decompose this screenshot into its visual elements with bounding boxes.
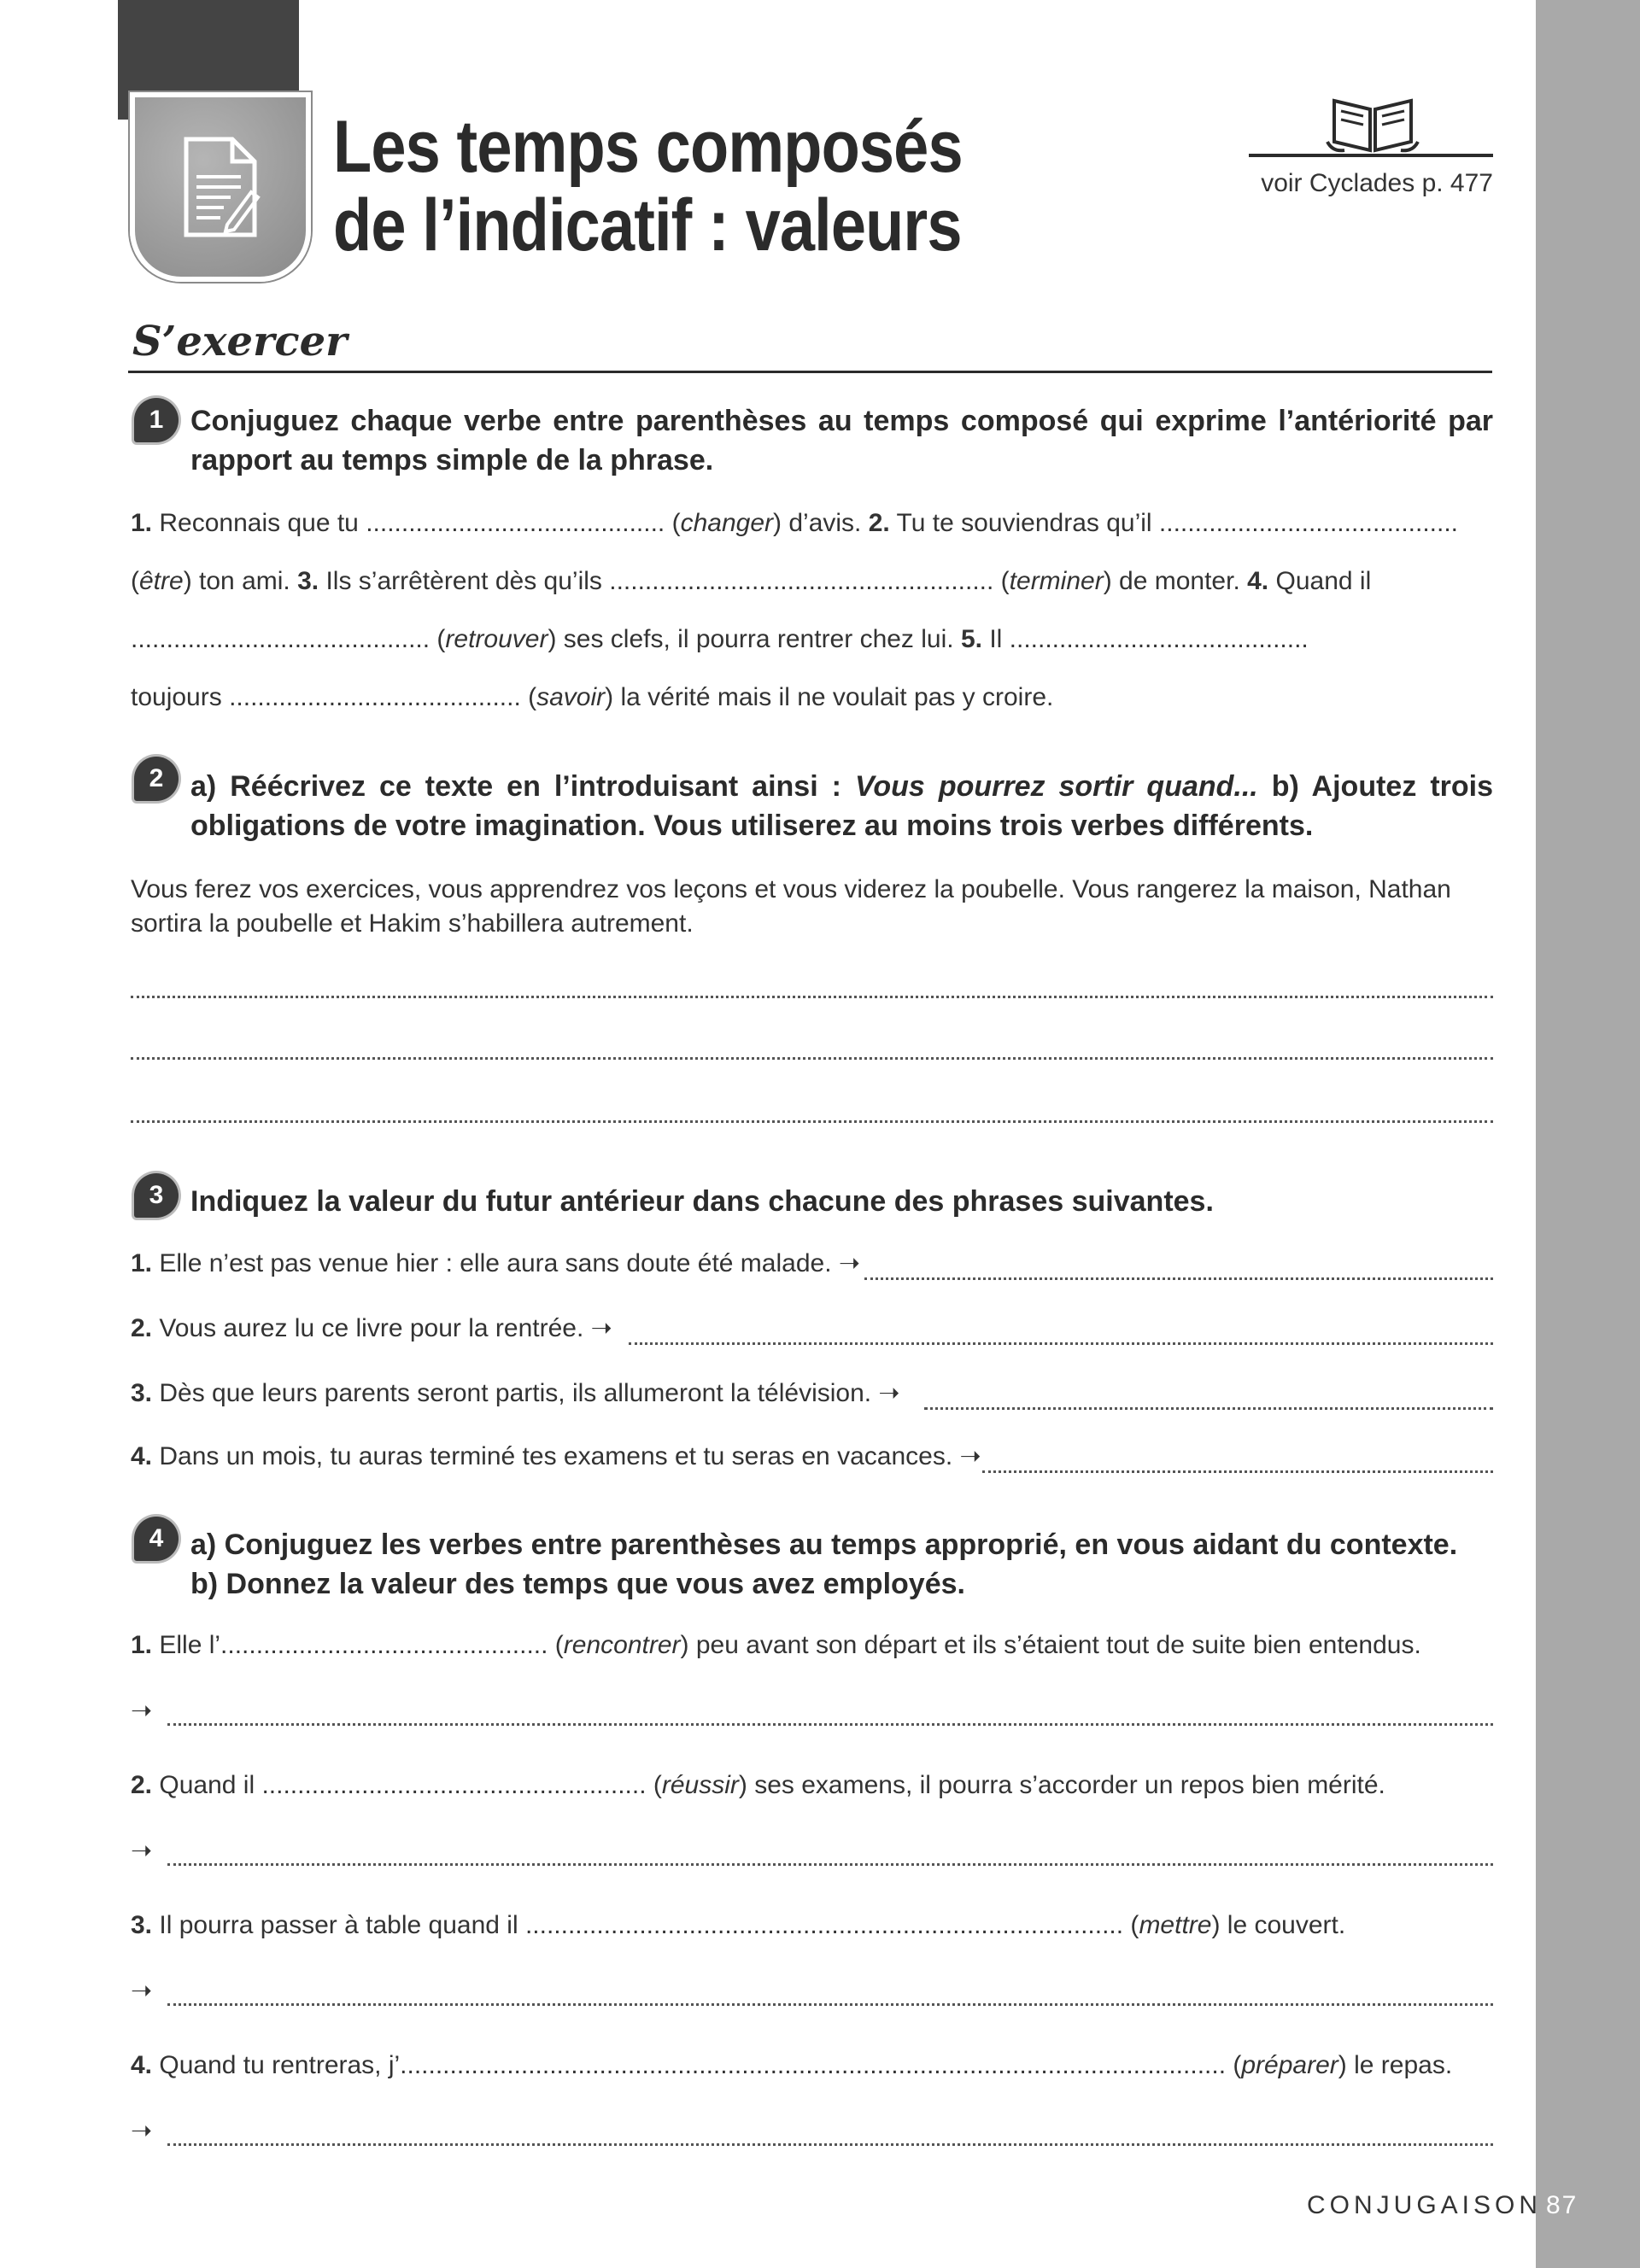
instruction-italic: Vous pourrez sortir quand... (854, 770, 1258, 803)
reading-book-icon (1326, 91, 1420, 159)
sentence-text: ( (131, 567, 139, 595)
section-heading: S’exercer (132, 318, 348, 365)
sentence-text: Elle n’est pas venue hier : elle aura sans doute été malade. ➝ (152, 1249, 861, 1277)
sentence-text: ) ses examens, il pourra s’accorder un repos bien mérité. (738, 1771, 1385, 1799)
exercise-3-item (131, 1313, 1493, 1343)
verb-hint: préparer (1241, 2051, 1338, 2079)
answer-line[interactable] (167, 2003, 1493, 2006)
answer-blank[interactable]: .......................................... ( (131, 625, 446, 653)
arrow-icon: ➝ (131, 2117, 153, 2145)
item-number: 5. (960, 625, 982, 653)
exercise-1-instruction: Conjuguez chaque verbe entre parenthèses au temps composé qui exprime l’antériorité par rapport au temps simple de la phrase. (190, 405, 1493, 476)
value-answer-row (131, 1836, 1493, 1866)
exercise-3-instruction: Indiquez la valeur du futur antérieur dans chacune des phrases suivantes. (190, 1185, 1214, 1218)
reference-text: voir Cyclades p. 477 (1261, 169, 1493, 197)
item-number: 2. (868, 509, 890, 537)
verb-hint: réussir (661, 1771, 739, 1799)
answer-line[interactable] (864, 1277, 1493, 1280)
sentence-text: ) de monter. (1103, 567, 1248, 595)
answer-line[interactable] (131, 1120, 1493, 1123)
item-number: 1. (131, 1631, 153, 1659)
exercise-1-line-2 (131, 567, 1493, 596)
page-number: 87 (1546, 2191, 1578, 2219)
answer-line[interactable] (131, 996, 1493, 998)
exercise-1-line-3 (131, 625, 1493, 654)
sentence-text: ) le repas. (1338, 2051, 1453, 2079)
instruction-part-a: a) Conjuguez les verbes entre parenthèses au temps approprié, en vous aidant du contexte. (190, 1529, 1458, 1561)
value-answer-row (131, 1976, 1493, 2006)
verb-hint: changer (680, 509, 774, 537)
arrow-icon: ➝ (131, 1977, 153, 2005)
answer-blank[interactable]: Ils s’arrêtèrent dès qu’ils ...................................................... ( (319, 567, 1010, 595)
exercise-number-badge: 2 (134, 757, 179, 801)
item-number: 1. (131, 1249, 153, 1277)
instruction-part-a: a) Réécrivez ce texte en l’introduisant ainsi : (190, 770, 855, 803)
item-number: 3. (131, 1379, 153, 1407)
item-number: 2. (131, 1771, 153, 1799)
footer-section-label: CONJUGAISON (1307, 2191, 1543, 2219)
answer-blank[interactable]: Il pourra passer à table quand il .................................................................................... ( (152, 1911, 1139, 1939)
answer-line[interactable] (167, 2143, 1493, 2146)
value-answer-row (131, 2116, 1493, 2146)
item-number: 3. (131, 1911, 153, 1939)
right-margin-bar (1536, 0, 1640, 2268)
exercise-2-source-text: Vous ferez vos exercices, vous apprendrez vos leçons et vous viderez la poubelle. Vous rangerez la maison, Nathan sortira la poubelle et Hakim s’habillera autrement. (131, 875, 1451, 938)
verb-hint: rencontrer (563, 1631, 681, 1659)
sentence-text: ) ses clefs, il pourra rentrer chez lui. (548, 625, 961, 653)
item-number: 4. (1247, 567, 1269, 595)
answer-line[interactable] (167, 1723, 1493, 1726)
sentence-text: ) ton ami. (183, 567, 298, 595)
exercise-number-badge: 3 (134, 1173, 179, 1218)
sentence-text: Quand il (1268, 567, 1372, 595)
verb-hint: savoir (536, 683, 606, 711)
exercise-4-item (131, 1911, 1493, 1940)
page-title (333, 108, 963, 265)
item-number: 1. (131, 509, 153, 537)
exercise-4-item (131, 1771, 1493, 1800)
answer-line[interactable] (982, 1470, 1493, 1473)
exercise-1-line-4 (131, 683, 1493, 712)
section-rule (128, 371, 1492, 373)
item-number: 3. (297, 567, 319, 595)
exercise-number-badge: 1 (134, 398, 179, 442)
item-number: 2. (131, 1314, 153, 1342)
answer-line[interactable] (131, 1057, 1493, 1060)
reference-rule (1249, 154, 1493, 157)
answer-blank[interactable]: Quand il ...................................................... ( (152, 1771, 662, 1799)
item-number: 4. (131, 1442, 153, 1470)
title-line-1: Les temps composés (333, 106, 963, 188)
sentence-text: ) la vérité mais il ne voulait pas y croire. (605, 683, 1054, 711)
answer-line[interactable] (629, 1342, 1493, 1345)
arrow-icon: ➝ (131, 1697, 153, 1725)
exercise-2-instruction (190, 767, 1493, 845)
sentence-text: Dès que leurs parents seront partis, ils allumeront la télévision. ➝ (152, 1379, 900, 1407)
reference-box (1249, 154, 1493, 198)
sentence-text: Vous aurez lu ce livre pour la rentrée. ➝ (152, 1314, 612, 1342)
title-line-2: de l’indicatif : valeurs (333, 184, 962, 266)
exercise-1-line-1 (131, 509, 1493, 538)
sentence-text: ) d’avis. (773, 509, 869, 537)
answer-blank[interactable]: Il .......................................... (982, 625, 1309, 653)
exercise-number-badge: 4 (134, 1517, 179, 1561)
verb-hint: terminer (1009, 567, 1104, 595)
arrow-icon: ➝ (131, 1837, 153, 1865)
answer-line[interactable] (167, 1863, 1493, 1866)
sentence-text: Dans un mois, tu auras terminé tes examens et tu seras en vacances. ➝ (152, 1442, 981, 1470)
exercise-4-item (131, 1631, 1493, 1660)
exercise-3-item (131, 1378, 1493, 1408)
exercise-4-instruction (190, 1525, 1493, 1604)
instruction-part-b: b) Ajoutez trois obligations de votre imagination. Vous utiliserez au moins trois verbes différents. (190, 770, 1493, 842)
exercise-4-item (131, 2051, 1493, 2080)
instruction-part-b: b) Donnez la valeur des temps que vous avez employés. (190, 1568, 965, 1600)
verb-hint: mettre (1139, 1911, 1212, 1939)
exercise-3-item (131, 1441, 1493, 1471)
sentence-text: ) peu avant son départ et ils s’étaient tout de suite bien entendus. (680, 1631, 1421, 1659)
answer-blank[interactable]: Quand tu rentreras, j’.................................................................................................................... ( (152, 2051, 1242, 2079)
verb-hint: être (139, 567, 184, 595)
document-pencil-icon (130, 92, 311, 282)
exercise-3-item (131, 1248, 1493, 1278)
value-answer-row (131, 1696, 1493, 1726)
answer-blank[interactable]: Elle l’.............................................. ( (152, 1631, 564, 1659)
answer-blank[interactable]: toujours ......................................... ( (131, 683, 537, 711)
answer-blank[interactable]: Reconnais que tu .......................................... ( (152, 509, 681, 537)
answer-line[interactable] (924, 1407, 1493, 1410)
answer-blank[interactable]: Tu te souviendras qu’il .......................................... (889, 509, 1458, 537)
item-number: 4. (131, 2051, 153, 2079)
verb-hint: retrouver (445, 625, 548, 653)
sentence-text: ) le couvert. (1211, 1911, 1346, 1939)
